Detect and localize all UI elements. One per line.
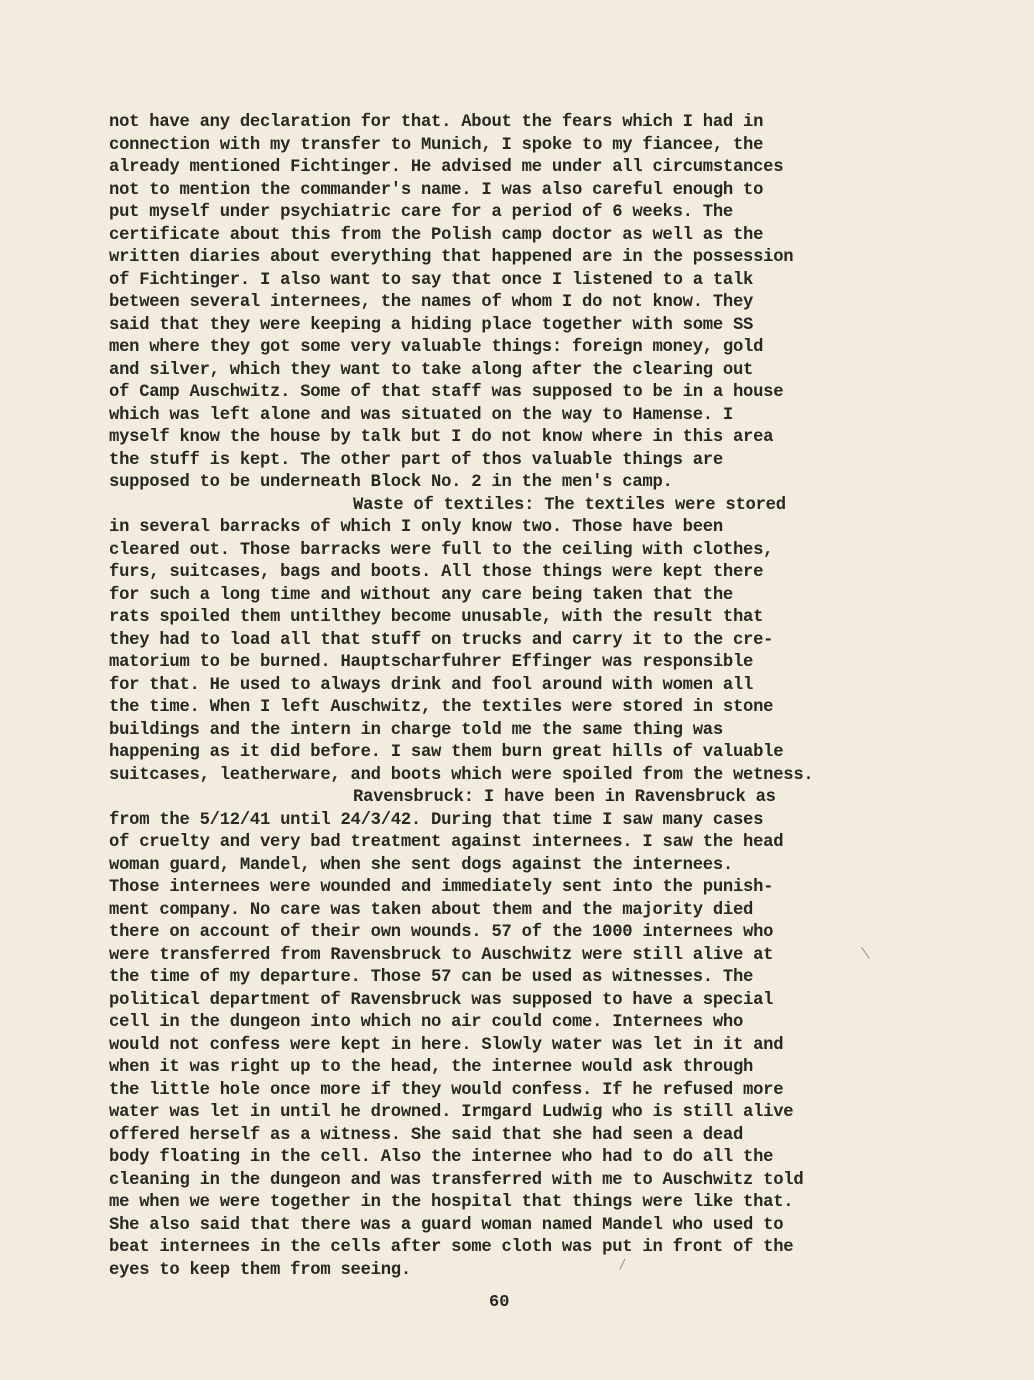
text-line: Ravensbruck: I have been in Ravensbruck as <box>353 788 776 807</box>
page-number: 60 <box>489 1293 510 1312</box>
text-line: from the 5/12/41 until 24/3/42. During that time I saw many cases <box>109 810 764 830</box>
text-line: written diaries about everything that happened are in the possession <box>109 248 794 267</box>
text-line: myself know the house by talk but I do not know where in this area <box>109 428 774 447</box>
text-line: suitcases, leatherware, and boots which were spoiled from the wetness. <box>109 765 814 785</box>
text-line: supposed to be underneath Block No. 2 in the men's camp. <box>109 473 673 492</box>
text-line: ment company. No care was taken about them and the majority died <box>109 900 754 920</box>
text-line: for such a long time and without any care being taken that the <box>109 585 733 605</box>
text-line: beat internees in the cells after some cloth was put in front of the <box>109 1238 794 1257</box>
text-line: furs, suitcases, bags and boots. All those things were kept there <box>109 563 764 582</box>
text-line: happening as it did before. I saw them burn great hills of valuable <box>109 743 784 762</box>
text-line: body floating in the cell. Also the internee who had to do all the <box>109 1148 774 1167</box>
text-line: of Camp Auschwitz. Some of that staff was supposed to be in a house <box>109 383 784 402</box>
text-line: of Fichtinger. I also want to say that once I listened to a talk <box>109 270 754 290</box>
text-line: when it was right up to the head, the internee would ask through <box>109 1058 754 1077</box>
text-line: the stuff is kept. The other part of thos valuable things are <box>109 450 723 470</box>
text-line: me when we were together in the hospital that things were like that. <box>109 1193 794 1212</box>
text-line: not have any declaration for that. About the fears which I had in <box>109 113 764 132</box>
text-line: cell in the dungeon into which no air could come. Internees who <box>109 1013 744 1032</box>
text-line: cleaning in the dungeon and was transferred with me to Auschwitz told <box>109 1170 804 1190</box>
text-line: already mentioned Fichtinger. He advised me under all circumstances <box>109 158 784 177</box>
text-line: connection with my transfer to Munich, I spoke to my fiancee, the <box>109 135 764 155</box>
text-line: for that. He used to always drink and fool around with women all <box>109 675 754 695</box>
text-line: buildings and the intern in charge told me the same thing was <box>109 720 723 740</box>
text-line: put myself under psychiatric care for a period of 6 weeks. The <box>109 203 733 222</box>
text-line: in several barracks of which I only know two. Those have been <box>109 518 723 537</box>
text-line: between several internees, the names of whom I do not know. They <box>109 293 754 312</box>
text-line: there on account of their own wounds. 57 of the 1000 internees who <box>109 923 774 942</box>
text-line: they had to load all that stuff on trucks and carry it to the cre- <box>109 630 774 650</box>
text-line: water was let in until he drowned. Irmgard Ludwig who is still alive <box>109 1103 794 1122</box>
text-line: were transferred from Ravensbruck to Auschwitz were still alive at <box>109 945 774 965</box>
text-line: woman guard, Mandel, when she sent dogs against the internees. <box>109 855 733 875</box>
text-line: offered herself as a witness. She said that she had seen a dead <box>109 1125 744 1145</box>
text-line: eyes to keep them from seeing. <box>109 1260 411 1280</box>
text-line: which was left alone and was situated on the way to Hamense. I <box>109 405 733 425</box>
text-line: Waste of textiles: The textiles were stored <box>353 495 786 515</box>
text-line: the time of my departure. Those 57 can be used as witnesses. The <box>109 968 754 987</box>
text-line: men where they got some very valuable things: foreign money, gold <box>109 338 764 357</box>
text-line: not to mention the commander's name. I was also careful enough to <box>109 180 764 200</box>
text-line: political department of Ravensbruck was supposed to have a special <box>109 990 774 1010</box>
text-line: the time. When I left Auschwitz, the textiles were stored in stone <box>109 698 774 717</box>
text-line: cleared out. Those barracks were full to the ceiling with clothes, <box>109 540 774 560</box>
text-line: the little hole once more if they would confess. If he refused more <box>109 1080 784 1100</box>
text-line: of cruelty and very bad treatment against internees. I saw the head <box>109 833 784 852</box>
text-line: rats spoiled them untilthey become unusable, with the result that <box>109 608 764 627</box>
text-line: and silver, which they want to take along after the clearing out <box>109 360 754 380</box>
text-line: Those internees were wounded and immediately sent into the punish- <box>109 878 774 897</box>
text-line: said that they were keeping a hiding place together with some SS <box>109 315 754 335</box>
text-line: would not confess were kept in here. Slowly water was let in it and <box>109 1035 784 1055</box>
text-line: She also said that there was a guard woman named Mandel who used to <box>109 1215 784 1235</box>
text-line: certificate about this from the Polish camp doctor as well as the <box>109 225 764 245</box>
text-line: matorium to be burned. Hauptscharfuhrer Effinger was responsible <box>109 653 754 672</box>
typewritten-text-body <box>109 112 909 1282</box>
